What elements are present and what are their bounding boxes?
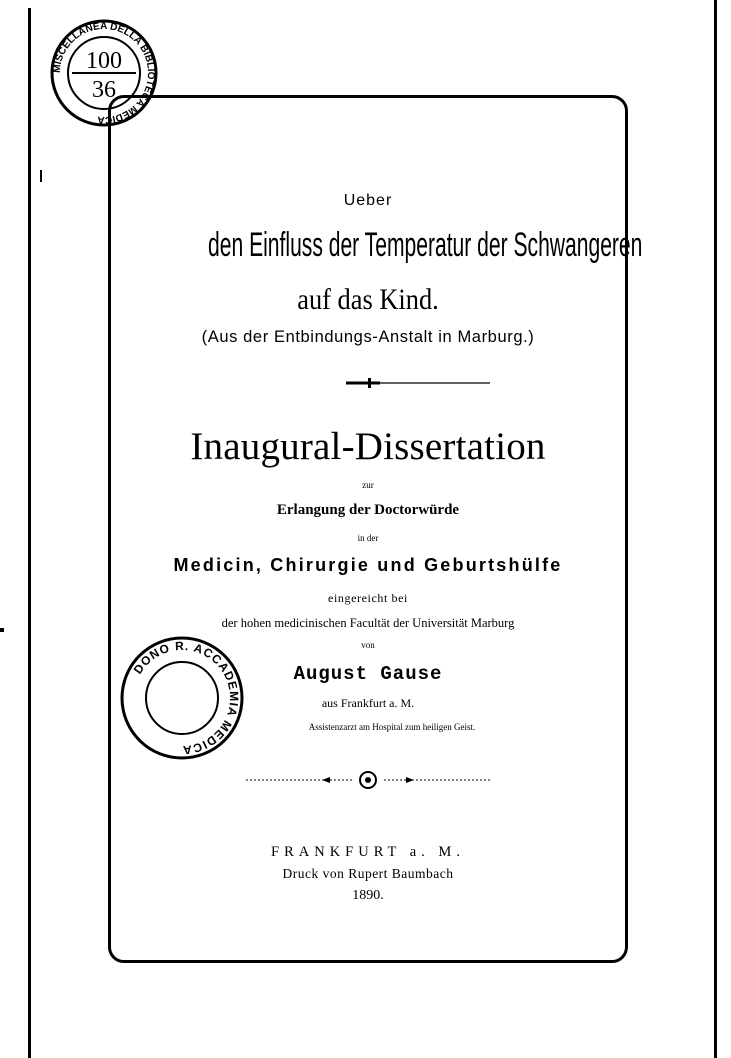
pre-title: Ueber [343,192,393,209]
stamp-top-number: 36 [92,77,116,103]
in-der-text: in der [357,533,379,543]
degree-line: Erlangung der Doctorwürde [276,502,460,518]
stamp-top-number: 100 [86,48,122,74]
stamp-bottom-ring-text: DONO R. ACCADEMIA MEDICA [130,638,242,758]
scan-mark [0,628,4,632]
right-edge-line [714,0,717,1058]
title-line-2: auf das Kind. [297,283,439,316]
imprint-printer: Druck von Rupert Baumbach [282,866,454,881]
ornamental-rule [110,376,626,390]
dissertation-heading: Inaugural-Dissertation [190,425,546,468]
author-origin: aus Frankfurt a. M. [321,696,415,710]
stamp-top-ring-text: MISCELLANEA DELLA BIBLIOTECA MEDICA [51,20,157,126]
zur-text: zur [362,480,374,490]
subtitle: (Aus der Entbindungs-Anstalt in Marburg.) [201,328,535,346]
submitted-line: eingereicht bei [328,591,408,605]
imprint-city: FRANKFURT a. M. [271,844,465,860]
scan-mark [40,170,42,182]
von-text: von [361,640,375,650]
faculty-line: der hohen medicinischen Facultät der Universität Marburg [221,616,515,630]
faculties-line: Medicin, Chirurgie und Geburtshülfe [173,555,563,575]
author-position: Assistenzarzt am Hospital zum heiligen Geist. [308,722,476,732]
title-line-1: den Einfluss der Temperatur der Schwangeren [208,226,643,264]
imprint-year: 1890. [352,888,384,903]
left-edge-line [28,8,31,1058]
ornamental-divider [110,770,626,790]
author-name: August Gause [293,663,443,685]
library-stamp-top [38,18,170,128]
